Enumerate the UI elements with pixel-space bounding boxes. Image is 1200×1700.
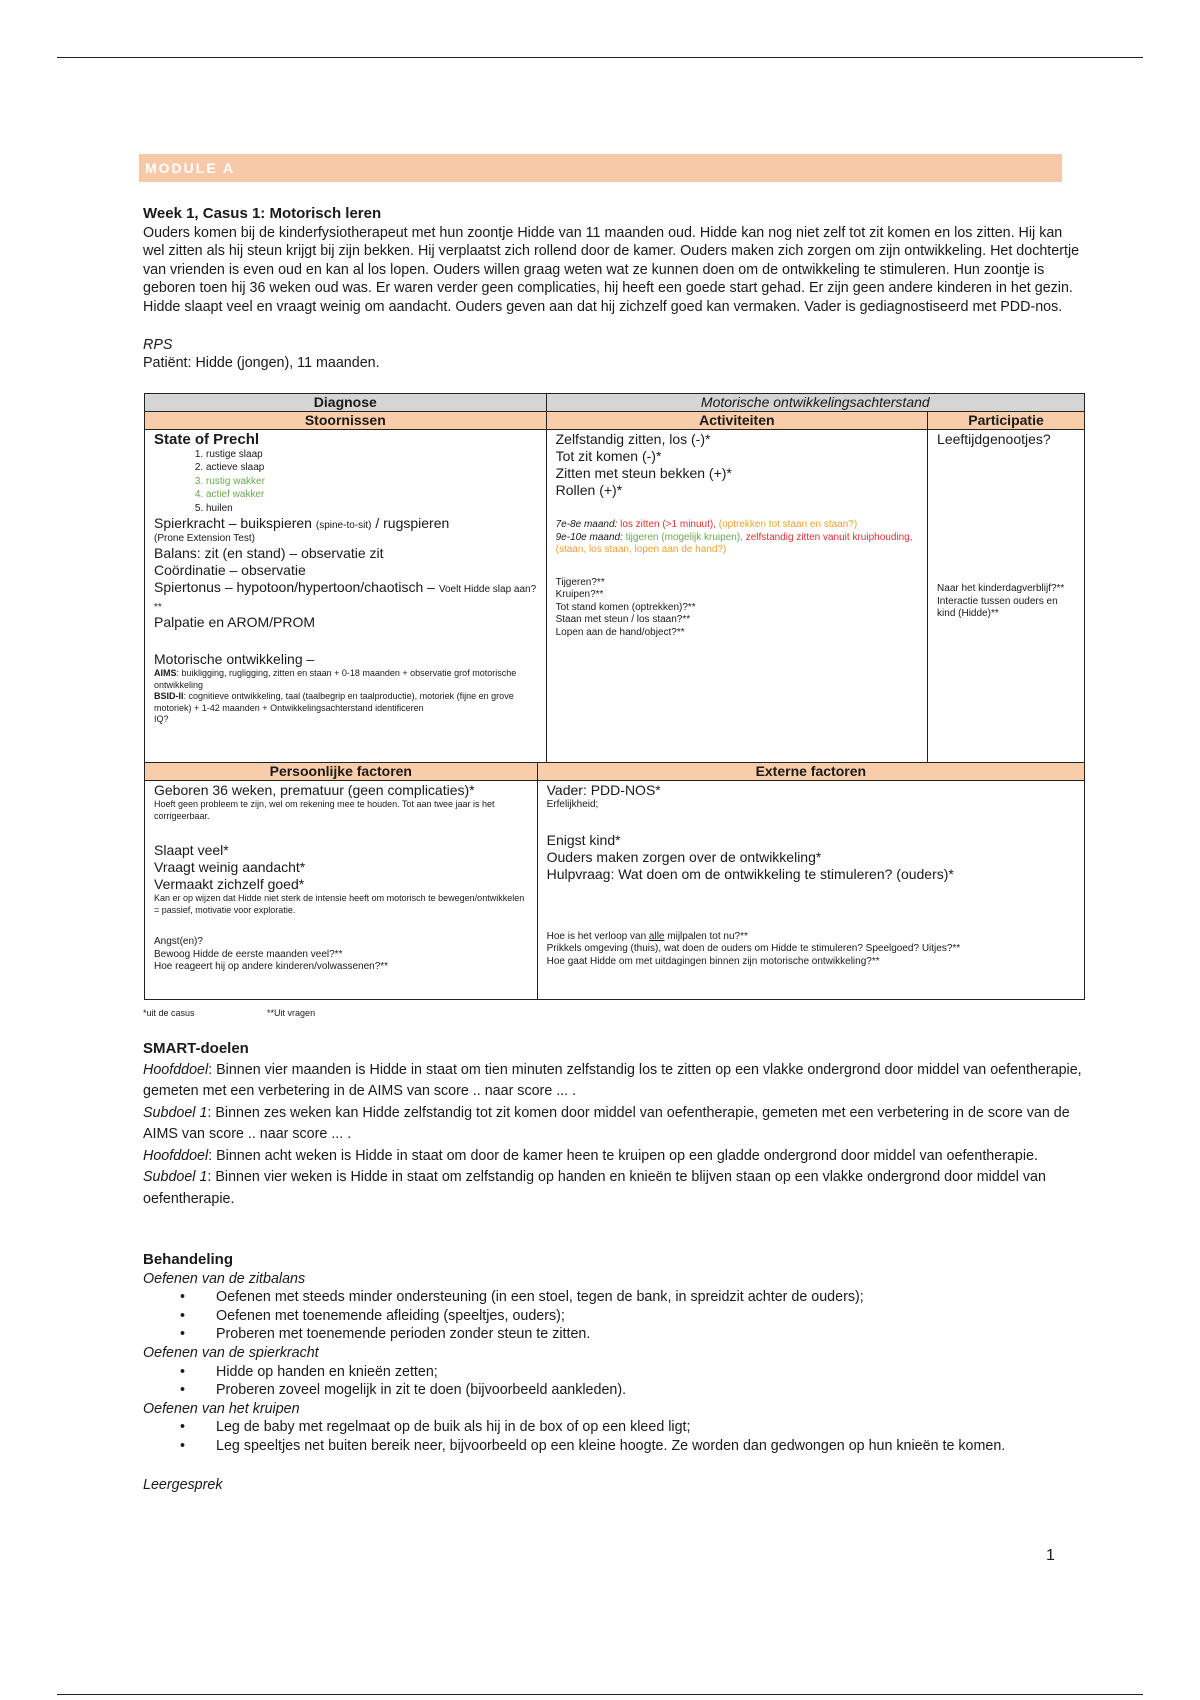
smart-title: SMART-doelen [143,1040,249,1057]
persoonlijk-item: Geboren 36 weken, prematuur (geen complicaties)* [154,782,475,798]
behandeling-heading: Oefenen van de spierkracht [143,1344,319,1361]
iq-line: IQ? [154,714,169,725]
smart-goal: Hoofddoel: Binnen vier maanden is Hidde in staat om tien minuten zelfstandig los te zitten op een vlakke ondergrond door middel van oefentherapie, gemeten met een verbetering in de AIMS van score .. naar score ... . [143,1061,1082,1099]
behandeling-heading: Oefenen van het kruipen [143,1400,300,1417]
activiteit-item: Zitten met steun bekken (+)* [555,465,732,481]
list-item: • Oefenen met steeds minder ondersteuning (in een stoel, tegen de bank, in spreidzit achter de ouders); [216,1288,1083,1307]
extern-question: Hoe gaat Hidde om met uitdagingen binnen zijn motorische ontwikkeling?** [546,955,880,967]
prechl-title: State of Prechl [154,431,260,448]
behandeling-title: Behandeling [143,1251,234,1268]
persoonlijk-cell [145,781,538,1000]
diagnose-header: Diagnose [145,394,547,412]
balans-line: Balans: zit (en stand) – observatie zit [154,545,384,562]
participatie-cell [928,430,1085,763]
activiteit-question: Kruipen?** [555,589,604,600]
prechl-item: 5. huilen [206,502,537,515]
persoonlijk-item: Slaapt veel* [154,842,229,858]
stoornissen-cell [145,430,547,763]
page-number: 1 [1046,1547,1055,1564]
behandeling-list [143,1288,1083,1344]
diagnose-value: Motorische ontwikkelingsachterstand [546,394,1084,412]
smart-section [143,1038,1083,1210]
behandeling-list [143,1418,1083,1455]
persoonlijk-note: Hoeft geen probleem te zijn, wel om rekening mee te houden. Tot aan twee jaar is het corrigeerbaar. [154,799,495,821]
legend-item: **Uit vragen [267,1008,316,1018]
rps-label: RPS [143,336,173,353]
behandeling-heading: Oefenen van de zitbalans [143,1270,306,1287]
table-legend [143,1008,385,1018]
milestone-78: 7e-8e maand: los zitten (>1 minuut), (optrekken tot staan en staan?) [555,519,858,530]
activiteit-question: Staan met steun / los staan?** [555,614,691,625]
persoonlijk-question: Bewoog Hidde de eerste maanden veel?** [154,948,343,960]
participatie-question: Naar het kinderdagverblijf?** [937,583,1065,594]
extern-erfelijk: Erfelijkheid; [546,799,599,810]
prechl-item: 4. actief wakker [206,488,537,501]
palpatie-line: Palpatie en AROM/PROM [154,614,316,631]
persoonlijk-note: Kan er op wijzen dat Hidde niet sterk de intensie heeft om motorisch te bewegen/ontwikkelen = passief, motivatie voor exploratie. [154,893,525,915]
persoonlijk-header: Persoonlijke factoren [145,763,538,781]
activiteit-question: Lopen aan de hand/object?** [555,626,685,638]
prechl-list [154,448,537,515]
stoornissen-header: Stoornissen [145,412,547,430]
prechl-item: 3. rustig wakker [206,475,537,488]
activiteit-question: Tijgeren?** [555,576,605,588]
leergesprek-heading: Leergesprek [143,1476,223,1493]
top-rule [57,57,1143,58]
extern-header: Externe factoren [537,763,1084,781]
extern-question: Hoe is het verloop van alle mijlpalen tot nu?** [546,930,748,942]
activiteiten-cell [546,430,927,763]
prechl-item: 1. rustige slaap [206,448,537,461]
participatie-item: Leeftijdgenootjes? [937,431,1051,447]
module-header: MODULE A [139,154,1062,182]
prechl-item: 2. actieve slaap [206,461,537,474]
list-item: • Proberen met toenemende perioden zonder steun te zitten. [216,1325,1083,1344]
extern-question: Prikkels omgeving (thuis), wat doen de ouders om Hidde te stimuleren? Speelgoed? Uitjes?** [546,943,961,954]
case-text: Ouders komen bij de kinderfysiotherapeut met hun zoontje Hidde van 11 maanden oud. Hidde kan nog niet zelf tot zit komen en los zitten. Hij kan wel zitten als hij steun krijgt bij zijn bekken. Hij verplaatst zich rollend door de kamer. Ouders maken zich zorgen om zijn ontwikkeling. Het dochtertje van vrienden is even oud en kan al los lopen. Ouders willen graag weten wat ze kunnen doen om de ontwikkeling te stimuleren. Hun zoontje is geboren toen hij 36 weken oud was. Er waren verder geen complicaties, hij heeft een goede start gehad. Er zijn geen andere kinderen in het gezin. Hidde slaapt veel en vraagt weinig om aandacht. Ouders geven aan dat hij zichzelf goed kan vermaken. Vader is gediagnostiseerd met PDD-nos. [143,224,1080,315]
rps-table [144,393,1085,1000]
smart-goal: Hoofddoel: Binnen acht weken is Hidde in staat om door de kamer heen te kruipen op een gladde ondergrond door middel van oefentherapie. [143,1147,1038,1164]
bottom-rule [57,1694,1143,1695]
activiteit-item: Tot zit komen (-)* [555,448,662,464]
prone-note: (Prone Extension Test) [154,532,255,544]
extern-item: Enigst kind* [546,831,621,848]
list-item: • Proberen zoveel mogelijk in zit te doen (bijvoorbeeld aankleden). [216,1381,1083,1400]
list-item: • Leg speeltjes net buiten bereik neer, bijvoorbeeld op een kleine hoogte. Ze worden dan gedwongen op hun knieën te komen. [216,1437,1083,1456]
participatie-question: Interactie tussen ouders en kind (Hidde)** [937,595,1058,619]
list-item: • Hidde op handen en knieën zetten; [216,1363,1083,1382]
persoonlijk-item: Vraagt weinig aandacht* [154,859,306,875]
behandeling-section [143,1251,1083,1494]
aims-line: AIMS: buikligging, rugligging, zitten en staan + 0-18 maanden + observatie grof motorische ontwikkeling [154,668,517,690]
list-item: • Leg de baby met regelmaat op de buik als hij in de box of op een kleed ligt; [216,1418,1083,1437]
patient-line: Patiënt: Hidde (jongen), 11 maanden. [143,355,380,372]
case-title: Week 1, Casus 1: Motorisch leren [143,205,382,222]
extern-item: Hulpvraag: Wat doen om de ontwikkeling te stimuleren? (ouders)* [546,865,954,882]
activiteiten-header: Activiteiten [546,412,927,430]
case-section [143,205,1083,373]
persoonlijk-question: Angst(en)? [154,936,203,947]
bsid-line: BSID-II: cognitieve ontwikkeling, taal (taalbegrip en taalproductie), motoriek (fijne en grove motoriek) + 1-42 maanden + Ontwikkelingsachterstand identificeren [154,691,514,713]
persoonlijk-item: Vermaakt zichzelf goed* [154,876,305,892]
participatie-header: Participatie [928,412,1085,430]
motorisch-line: Motorische ontwikkeling – [154,651,315,668]
behandeling-list [143,1363,1083,1400]
spiertonus-line: Spiertonus – hypotoon/hypertoon/chaotisch – Voelt Hidde slap aan?** [154,579,537,613]
legend-item: *uit de casus [143,1008,195,1018]
milestone-910: 9e-10e maand: tijgeren (mogelijk kruipen), zelfstandig zitten vanuit kruiphouding, (staan, los staan, lopen aan de hand?) [555,531,913,555]
list-item: • Oefenen met toenemende afleiding (speeltjes, ouders); [216,1307,1083,1326]
spierkracht-line: Spierkracht – buikspieren (spine-to-sit) / rugspieren [154,515,450,532]
smart-goal: Subdoel 1: Binnen zes weken kan Hidde zelfstandig tot zit komen door middel van oefentherapie, gemeten met een verbetering in de score van de AIMS van score .. naar score ... . [143,1104,1070,1142]
extern-item: Ouders maken zorgen over de ontwikkeling* [546,848,822,865]
extern-cell [537,781,1084,1000]
coordinatie-line: Coördinatie – observatie [154,562,306,579]
activiteit-question: Tot stand komen (optrekken)?** [555,601,696,613]
extern-vader: Vader: PDD-NOS* [546,782,661,798]
activiteit-item: Rollen (+)* [555,482,623,498]
activiteit-item: Zelfstandig zitten, los (-)* [555,431,711,447]
persoonlijk-question: Hoe reageert hij op andere kinderen/volwassenen?** [154,961,389,972]
smart-goal: Subdoel 1: Binnen vier weken is Hidde in staat om zelfstandig op handen en knieën te blijven staan op een vlakke ondergrond door middel van oefentherapie. [143,1169,1046,1207]
